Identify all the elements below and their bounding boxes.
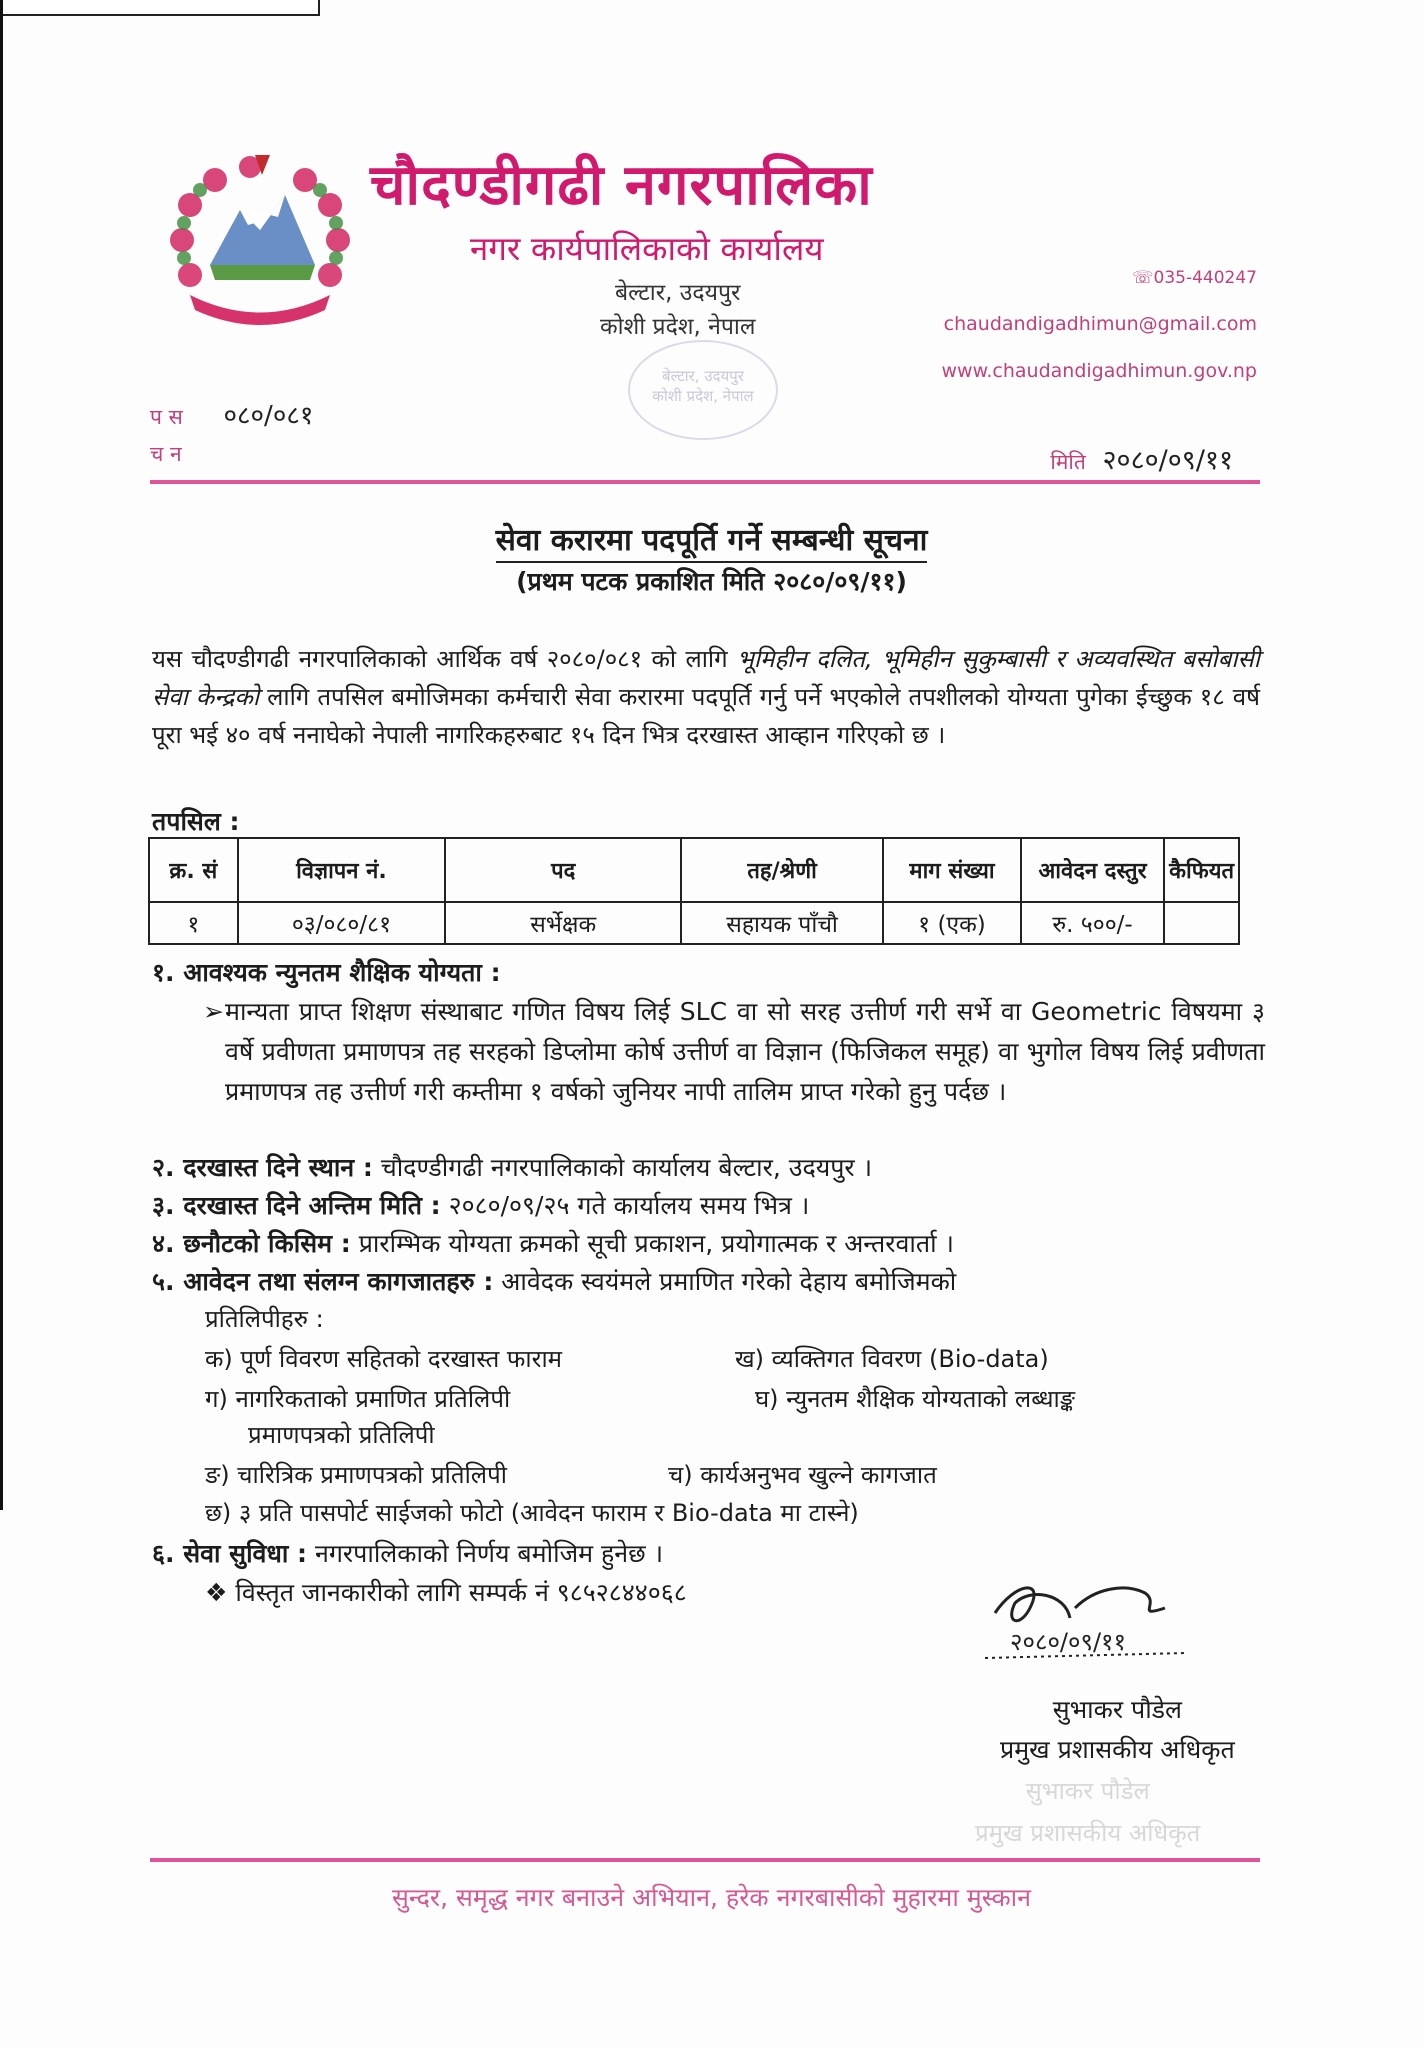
notice-subtitle: (प्रथम पटक प्रकाशित मिति २०८०/०९/११) xyxy=(516,567,907,596)
municipality-title: चौदण्डीगढी नगरपालिका xyxy=(370,153,873,218)
signer-stamp xyxy=(975,1770,1200,1854)
doc-kha: ख) व्यक्तिगत विवरण (Bio-data) xyxy=(735,1345,1049,1373)
doc-cha: च) कार्यअनुभव खुल्ने कागजात xyxy=(668,1461,937,1489)
item-5: ५. आवेदन तथा संलग्न कागजातहरु : आवेदक स्वयंमले प्रमाणित गरेको देहाय बमोजिमको xyxy=(152,1267,957,1296)
ps-label: प स xyxy=(150,405,183,429)
doc-ka: क) पूर्ण विवरण सहितको दरखास्त फाराम xyxy=(205,1345,563,1373)
cell-fee: रु. ५००/- xyxy=(1021,902,1164,944)
stamp-designation: प्रमुख प्रशासकीय अधिकृत xyxy=(975,1819,1201,1847)
ps-value: ०८०/०८१ xyxy=(223,401,314,431)
phone-number: ☏035-440247 xyxy=(1132,268,1257,288)
footer-rule xyxy=(150,1858,1260,1862)
phone-icon: ☏ xyxy=(1132,268,1154,288)
col-header-post: पद xyxy=(445,838,681,902)
office-stamp xyxy=(628,340,778,440)
cell-sn: १ xyxy=(149,902,238,944)
address-line-1: बेल्टार, उदयपुर xyxy=(615,280,741,306)
item-2: २. दरखास्त दिने स्थान : चौदण्डीगढी नगरपालिकाको कार्यालय बेल्टार, उदयपुर । xyxy=(152,1153,873,1182)
tapsil-label: तपसिल : xyxy=(152,807,240,836)
table-header-row xyxy=(149,838,1239,902)
doc-chha: छ) ३ प्रति पासपोर्ट साईजको फोटो (आवेदन फाराम र Bio-data मा टास्ने) xyxy=(205,1499,859,1527)
government-emblem-icon xyxy=(160,145,360,335)
arrow-bullet-icon: ➢ xyxy=(203,997,224,1026)
signer-designation: प्रमुख प्रशासकीय अधिकृत xyxy=(1000,1735,1235,1764)
item-6: ६. सेवा सुविधा : नगरपालिकाको निर्णय बमोजिम हुनेछ । xyxy=(152,1539,664,1568)
col-header-fee: आवेदन दस्तुर xyxy=(1021,838,1164,902)
cn-label: च न xyxy=(150,442,182,466)
date-label: मिति xyxy=(1050,450,1086,474)
item-1-requirement: ➢ मान्यता प्राप्त शिक्षण संस्थाबाट गणित विषय लिई SLC वा सो सरह उत्तीर्ण गरी सर्भे वा Geometric विषयमा ३ वर्षे प्रवीणता प्रमाणपत्र तह सरहको डिप्लोमा कोर्ष उत्तीर्ण वा विज्ञान (फिजिकल समूह) वा भुगोल विषय लिई प्रवीणता प्रमाणपत्र तह उत्तीर्ण गरी कम्तीमा १ वर्षको जुनियर नापी तालिम प्राप्त गरेको हुनु पर्दछ । xyxy=(225,992,1265,1112)
table-row xyxy=(149,902,1239,944)
col-header-sn: क्र. सं xyxy=(149,838,238,902)
email-address: chaudandigadhimun@gmail.com xyxy=(943,313,1257,335)
cell-post: सर्भेक्षक xyxy=(445,902,681,944)
col-header-level: तह/श्रेणी xyxy=(681,838,883,902)
item-5-cont: प्रतिलिपीहरु : xyxy=(205,1305,324,1333)
doc-ga: ग) नागरिकताको प्रमाणित प्रतिलिपी xyxy=(205,1385,511,1413)
cell-ad-no: ०३/०८०/८१ xyxy=(238,902,446,944)
stamp-text-1: बेल्टार, उदयपुर xyxy=(662,367,744,385)
scan-edge-box xyxy=(0,0,320,16)
signer-name: सुभाकर पौडेल xyxy=(1052,1695,1183,1724)
notice-paragraph: यस चौदण्डीगढी नगरपालिकाको आर्थिक वर्ष २०८०/०८१ को लागि भूमिहीन दलित, भूमिहीन सुकुम्बासी र अव्यवस्थित बसोबासी सेवा केन्द्रको लागि तपसिल बमोजिमका कर्मचारी सेवा करारमा पदपूर्ति गर्नु पर्ने भएकोले तपशीलको योग्यता पुगेका ईच्छुक १८ वर्ष पूरा भई ४० वर्ष ननाघेको नेपाली नागरिकहरुबाट १५ दिन भित्र दरखास्त आव्हान गरिएको छ । xyxy=(152,645,1261,749)
col-header-demand: माग संख्या xyxy=(883,838,1021,902)
signature-scribble xyxy=(975,1568,1205,1688)
office-subtitle: नगर कार्यपालिकाको कार्यालय xyxy=(470,229,824,268)
date-field xyxy=(1050,440,1233,477)
office-address xyxy=(600,276,755,344)
col-header-ad-no: विज्ञापन नं. xyxy=(238,838,446,902)
doc-gha-cont: प्रमाणपत्रको प्रतिलिपी xyxy=(248,1421,435,1449)
address-line-2: कोशी प्रदेश, नेपाल xyxy=(600,314,756,340)
scan-edge-line xyxy=(0,0,3,1510)
signer-block xyxy=(1000,1690,1235,1770)
cell-level: सहायक पाँचौ xyxy=(681,902,883,944)
signature-date: २०८०/०९/११ xyxy=(1010,1628,1127,1656)
item-3: ३. दरखास्त दिने अन्तिम मिति : २०८०/०९/२५ गते कार्यालय समय भित्र । xyxy=(152,1191,810,1220)
cell-remarks xyxy=(1164,902,1239,944)
contact-line: ❖ विस्तृत जानकारीको लागि सम्पर्क नं ९८५२८४४०६८ xyxy=(205,1578,687,1607)
vacancy-table xyxy=(148,837,1240,945)
col-header-remarks: कैफियत xyxy=(1164,838,1239,902)
doc-gha: घ) न्युनतम शैक्षिक योग्यताको लब्धाङ्क xyxy=(755,1385,1075,1413)
item-1-label: १. आवश्यक न्युनतम शैक्षिक योग्यता : xyxy=(152,958,501,987)
notice-italic: भूमिहीन दलित, भूमिहीन सुकुम्बासी र अव्यवस्थित बसोबासी सेवा केन्द्रको xyxy=(152,645,1260,711)
website-address: www.chaudandigadhimun.gov.np xyxy=(941,360,1257,382)
stamp-name: सुभाकर पौडेल xyxy=(1025,1777,1150,1805)
footer-slogan: सुन्दर, समृद्ध नगर बनाउने अभियान, हरेक नगरबासीको मुहारमा मुस्कान xyxy=(391,1883,1032,1912)
date-value: २०८०/०९/११ xyxy=(1102,445,1233,476)
doc-nga: ङ) चारित्रिक प्रमाणपत्रको प्रतिलिपी xyxy=(205,1461,507,1489)
ps-field xyxy=(150,396,313,432)
stamp-text-2: कोशी प्रदेश, नेपाल xyxy=(652,387,754,405)
notice-title: सेवा करारमा पदपूर्ति गर्ने सम्बन्धी सूचना xyxy=(0,518,1423,559)
item-4: ४. छनौटको किसिम : प्रारम्भिक योग्यता क्रमको सूची प्रकाशन, प्रयोगात्मक र अन्तरवार्ता । xyxy=(152,1229,954,1258)
cell-demand: १ (एक) xyxy=(883,902,1021,944)
header-rule xyxy=(150,480,1260,484)
